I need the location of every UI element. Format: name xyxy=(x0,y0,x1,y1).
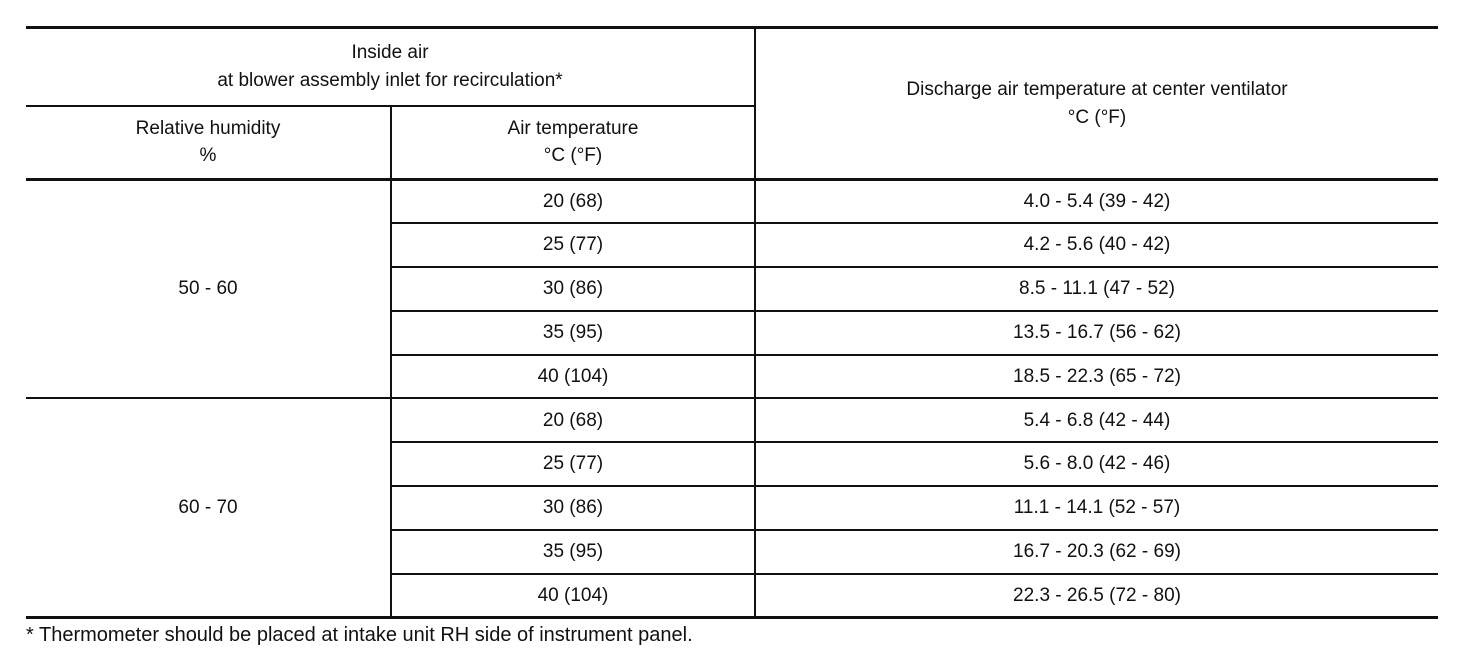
discharge-cell: 16.7 - 20.3 (62 - 69) xyxy=(755,530,1438,574)
discharge-header-line2: °C (°F) xyxy=(1067,106,1127,128)
humidity-header-line1: Relative humidity xyxy=(135,117,281,139)
discharge-header-line1: Discharge air temperature at center ventilator xyxy=(906,78,1288,100)
discharge-cell: 8.5 - 11.1 (47 - 52) xyxy=(755,267,1438,311)
inside-air-header xyxy=(26,28,755,106)
discharge-cell: 11.1 - 14.1 (52 - 57) xyxy=(755,486,1438,530)
discharge-cell: 5.4 - 6.8 (42 - 44) xyxy=(755,398,1438,442)
air-temp-header-line2: °C (°F) xyxy=(543,145,603,167)
air-temp-header xyxy=(391,106,755,180)
discharge-cell: 4.0 - 5.4 (39 - 42) xyxy=(755,180,1438,224)
discharge-cell: 4.2 - 5.6 (40 - 42) xyxy=(755,223,1438,267)
header-row-top xyxy=(26,28,1438,106)
air-temp-cell: 35 (95) xyxy=(391,311,755,355)
air-temp-cell: 25 (77) xyxy=(391,442,755,486)
humidity-cell: 50 - 60 xyxy=(26,180,391,399)
table-header xyxy=(26,28,1438,180)
air-temp-cell: 25 (77) xyxy=(391,223,755,267)
table-row xyxy=(26,180,1438,224)
air-temp-cell: 20 (68) xyxy=(391,180,755,224)
discharge-cell: 22.3 - 26.5 (72 - 80) xyxy=(1013,584,1181,606)
footnote: * Thermometer should be placed at intake unit RH side of instrument panel. xyxy=(26,624,693,646)
discharge-cell: 18.5 - 22.3 (65 - 72) xyxy=(755,355,1438,399)
table-row xyxy=(26,398,1438,442)
spec-table xyxy=(26,26,1438,619)
air-temp-cell: 40 (104) xyxy=(391,574,755,618)
air-temp-cell: 35 (95) xyxy=(391,530,755,574)
air-temp-cell: 20 (68) xyxy=(391,398,755,442)
humidity-header xyxy=(26,106,391,180)
inside-air-header-line1: Inside air xyxy=(351,42,429,64)
air-temp-header-line1: Air temperature xyxy=(507,117,639,139)
discharge-header xyxy=(755,28,1438,180)
air-temp-cell: 30 (86) xyxy=(391,267,755,311)
discharge-cell: 13.5 - 16.7 (56 - 62) xyxy=(755,311,1438,355)
table-body xyxy=(26,180,1438,618)
inside-air-header-line2: at blower assembly inlet for recirculation* xyxy=(217,69,563,91)
humidity-header-line2: % xyxy=(199,145,217,167)
air-temp-cell: 30 (86) xyxy=(391,486,755,530)
humidity-cell: 60 - 70 xyxy=(26,398,391,617)
air-temp-cell: 40 (104) xyxy=(391,355,755,399)
discharge-cell: 5.6 - 8.0 (42 - 46) xyxy=(755,442,1438,486)
